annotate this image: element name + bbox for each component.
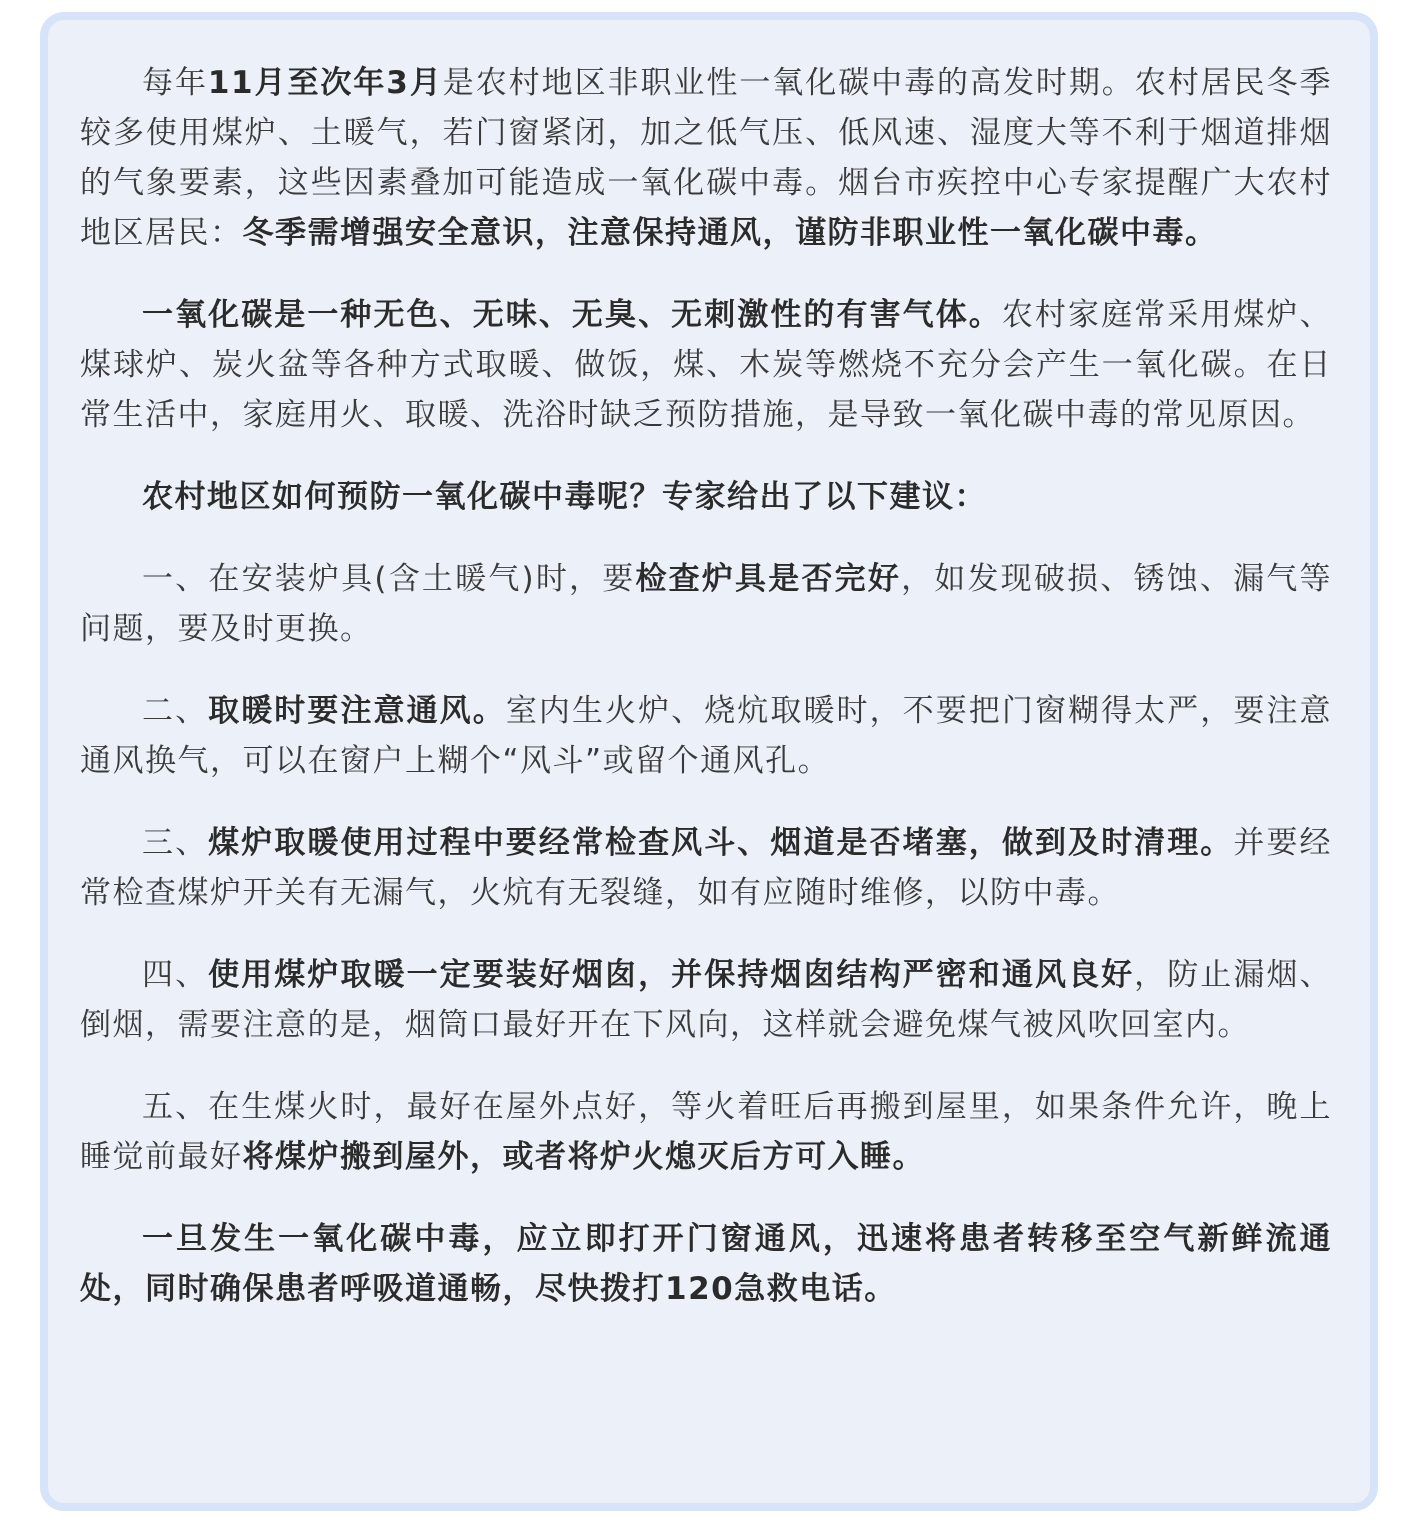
- co-definition-bold: 一氧化碳是一种无色、无味、无臭、无刺激性的有害气体。: [142, 297, 1002, 333]
- advice-2-number: 二、: [142, 693, 209, 729]
- advice-1-text-2: ，如发现破损、锈蚀、漏气等问题，要及时更换。: [80, 561, 1332, 647]
- paragraph-intro: [80, 58, 1332, 258]
- advice-4-number: 四、: [142, 957, 209, 993]
- paragraph-advice-2: [80, 686, 1332, 786]
- advice-2-bold: 取暖时要注意通风。: [208, 693, 506, 729]
- intro-warning-bold: 冬季需增强安全意识，注意保持通风，谨防非职业性一氧化碳中毒。: [242, 215, 1218, 251]
- paragraph-advice-heading: [80, 472, 1332, 522]
- advice-1-bold: 检查炉具是否完好: [635, 561, 902, 597]
- emergency-bold: 一旦发生一氧化碳中毒，应立即打开门窗通风，迅速将患者转移至空气新鲜流通处，同时确保患者呼吸道通畅，尽快拨打120急救电话。: [80, 1221, 1332, 1307]
- advice-3-text: 并要经常检查煤炉开关有无漏气，火炕有无裂缝，如有应随时维修，以防中毒。: [80, 825, 1333, 911]
- co-definition-text: 农村家庭常采用煤炉、煤球炉、炭火盆等各种方式取暖、做饭，煤、木炭等燃烧不充分会产生一氧化碳。在日常生活中，家庭用火、取暖、洗浴时缺乏预防措施，是导致一氧化碳中毒的常见原因。: [80, 297, 1333, 433]
- paragraph-advice-4: [80, 950, 1332, 1050]
- intro-text-2: 是农村地区非职业性一氧化碳中毒的高发时期。农村居民冬季较多使用煤炉、土暖气，若门窗紧闭，加之低气压、低风速、湿度大等不利于烟道排烟的气象要素，这些因素叠加可能造成一氧化碳中毒。烟台市疾控中心专家提醒广大农村地区居民：: [80, 65, 1333, 251]
- advice-4-bold: 使用煤炉取暖一定要装好烟囱，并保持烟囱结构严密和通风良好: [208, 957, 1135, 993]
- advice-3-number: 三、: [142, 825, 209, 861]
- paragraph-advice-5: [80, 1082, 1332, 1182]
- advice-3-bold: 煤炉取暖使用过程中要经常检查风斗、烟道是否堵塞，做到及时清理。: [208, 825, 1234, 861]
- advice-4-text: ，防止漏烟、倒烟，需要注意的是，烟筒口最好开在下风向，这样就会避免煤气被风吹回室内。: [80, 957, 1333, 1043]
- paragraph-emergency: [80, 1214, 1332, 1314]
- advice-5-text: 五、在生煤火时，最好在屋外点好，等火着旺后再搬到屋里，如果条件允许，晚上睡觉前最好: [80, 1089, 1332, 1175]
- advice-heading-bold: 农村地区如何预防一氧化碳中毒呢？专家给出了以下建议：: [142, 479, 987, 515]
- advice-2-text: 室内生火炉、烧炕取暖时，不要把门窗糊得太严，要注意通风换气，可以在窗户上糊个“风斗”或留个通风孔。: [80, 693, 1333, 779]
- advice-1-text-1: 一、在安装炉具(含土暖气)时，要: [142, 561, 636, 597]
- paragraph-advice-3: [80, 818, 1332, 918]
- advice-5-bold: 将煤炉搬到屋外，或者将炉火熄灭后方可入睡。: [242, 1139, 925, 1175]
- paragraph-co-definition: [80, 290, 1332, 440]
- intro-period-bold: 11月至次年3月: [207, 65, 443, 101]
- intro-text-1: 每年: [142, 65, 208, 101]
- paragraph-advice-1: [80, 554, 1332, 654]
- article-card: [40, 12, 1378, 1511]
